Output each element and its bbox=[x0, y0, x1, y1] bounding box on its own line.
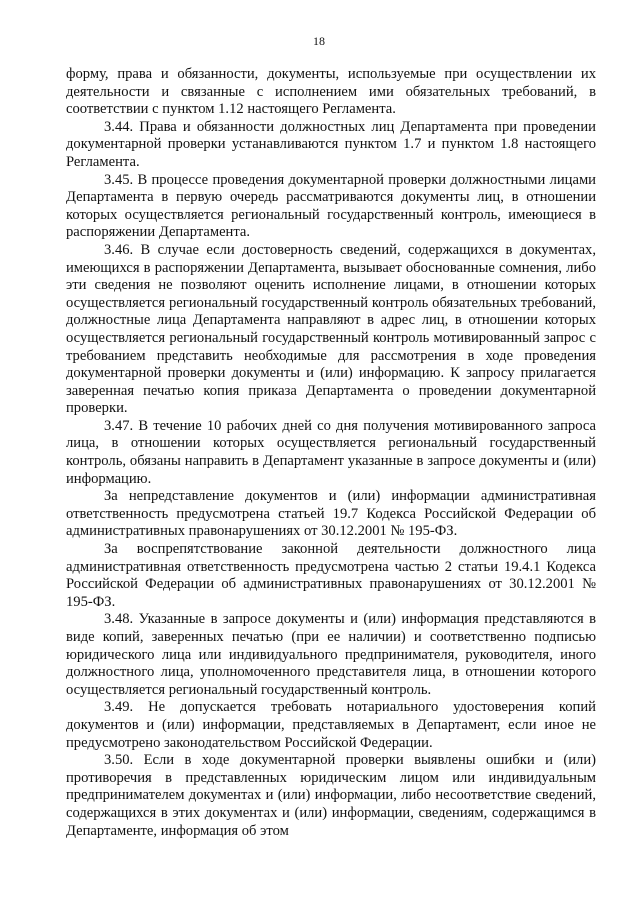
page-number: 18 bbox=[313, 34, 325, 48]
paragraph-3-44: 3.44. Права и обязанности должностных лиц Департамента при проведении документарной проверки устанавливаются пунктом 1.7 и пунктом 1.8 настоящего Регламента. bbox=[66, 118, 596, 170]
paragraph-3-50: 3.50. Если в ходе документарной проверки выявлены ошибки и (или) противоречия в представленных юридическим лицом или индивидуальным предпринимателем документах и (или) информации, либо несоответствие сведений, содержащихся в этих документах и (или) информации, сведениям, содержащимся в Департаменте, информация об этом bbox=[66, 752, 596, 839]
document-body bbox=[66, 66, 596, 840]
paragraph-3-46: 3.46. В случае если достоверность сведений, содержащихся в документах, имеющихся в распоряжении Департамента, вызывает обоснованные сомнения, либо эти сведения не позволяют оценить исполнение лицами, в отношении которых осуществляется региональный государственный контроль обязательных требований, должностные лица Департамента направляют в адрес лиц, в отношении которых осуществляется региональный государственный контроль мотивированный запрос с требованием представить необходимые для рассмотрения в ходе проведения документарной проверки документы и (или) информацию. К запросу прилагается заверенная печатью копия приказа Департамента о проведении документарной проверки. bbox=[66, 241, 596, 417]
paragraph-3-47: 3.47. В течение 10 рабочих дней со дня получения мотивированного запроса лица, в отношении которых осуществляется региональный государственный контроль, обязаны направить в Департамент указанные в запросе документы и (или) информацию. bbox=[66, 417, 596, 487]
paragraph-continuation: форму, права и обязанности, документы, используемые при осуществлении их деятельности и связанные с исполнением ими обязательных требований, в соответствии с пунктом 1.12 настоящего Регламента. bbox=[66, 66, 596, 118]
paragraph-3-49: 3.49. Не допускается требовать нотариального удостоверения копий документов и (или) информации, представляемых в Департамент, если иное не предусмотрено законодательством Российской Федерации. bbox=[66, 699, 596, 751]
paragraph-3-45: 3.45. В процессе проведения документарной проверки должностными лицами Департамента в первую очередь рассматриваются документы лиц, в отношении которых осуществляется региональный государственный контроль, имеющиеся в распоряжении Департамента. bbox=[66, 171, 596, 241]
paragraph-liability-19-4-1: За воспрепятствование законной деятельности должностного лица административная ответственность предусмотрена частью 2 статьи 19.4.1 Кодекса Российской Федерации об административных правонарушениях от 30.12.2001 № 195-ФЗ. bbox=[66, 541, 596, 610]
paragraph-3-48: 3.48. Указанные в запросе документы и (или) информация представляются в виде копий, заверенных печатью (при ее наличии) и соответственно подписью юридического лица или индивидуального предпринимателя, руководителя, иного должностного лица, уполномоченного представителя лица, в отношении которого осуществляется региональный государственный контроль. bbox=[66, 611, 596, 698]
paragraph-liability-19-7: За непредставление документов и (или) информации административная ответственность предусмотрена статьей 19.7 Кодекса Российской Федерации об административных правонарушениях от 30.12.2001 № 195-ФЗ. bbox=[66, 488, 596, 540]
